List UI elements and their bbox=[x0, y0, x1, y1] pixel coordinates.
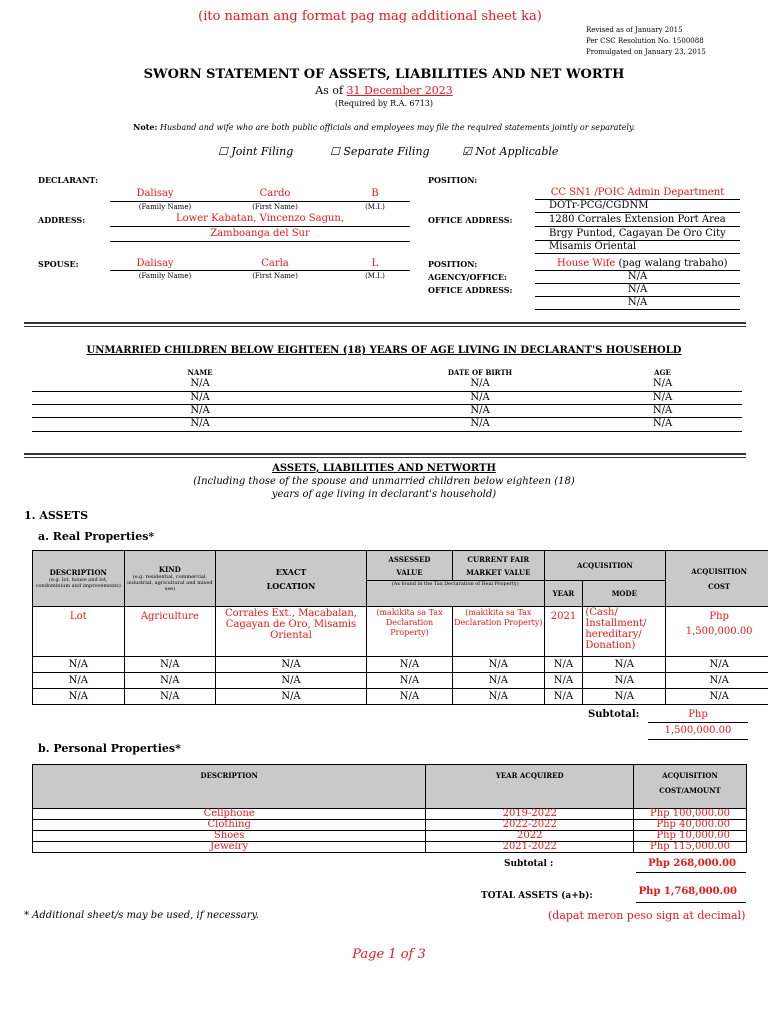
spouse-mi: L bbox=[371, 258, 379, 269]
children-col-name: NAME bbox=[187, 368, 213, 377]
as-of-label: As of bbox=[315, 84, 344, 97]
cell-cost bbox=[666, 607, 768, 657]
total-assets-amount: Php 1,768,000.00 bbox=[638, 886, 737, 897]
office-address-3: Misamis Oriental bbox=[549, 241, 637, 252]
personal-cost: Php 100,000.00 bbox=[634, 809, 747, 820]
table-cell: N/A bbox=[366, 657, 452, 673]
real-subtotal-currency: Php bbox=[688, 709, 708, 720]
table-row bbox=[33, 673, 768, 689]
header-personal-cost bbox=[634, 765, 747, 809]
table-cell: N/A bbox=[216, 657, 367, 673]
separate-filing-label: Separate Filing bbox=[343, 145, 430, 158]
mi-caption: (M.I.) bbox=[365, 272, 385, 280]
header-cost-line: ACQUISITION bbox=[691, 566, 748, 576]
position-label: POSITION: bbox=[428, 175, 478, 185]
mi-caption: (M.I.) bbox=[365, 203, 385, 211]
cell-mode: (Cash/ Installment/ hereditary/ Donation) bbox=[583, 607, 666, 657]
table-cell: N/A bbox=[33, 657, 125, 673]
not-applicable-label: Not Applicable bbox=[475, 145, 559, 158]
header-assessed-line: ASSESSED bbox=[388, 554, 431, 564]
section-real-properties: a. Real Properties* bbox=[38, 530, 155, 543]
checked-checkbox-icon[interactable]: ☑ bbox=[462, 145, 472, 158]
table-cell: N/A bbox=[216, 689, 367, 705]
table-cell: N/A bbox=[366, 689, 452, 705]
joint-filing-option[interactable] bbox=[218, 145, 293, 158]
as-of-date: 31 December 2023 bbox=[346, 84, 453, 97]
table-cell: N/A bbox=[544, 657, 583, 673]
header-location-line: LOCATION bbox=[266, 580, 316, 591]
personal-subtotal-label: Subtotal : bbox=[504, 859, 554, 869]
table-row bbox=[33, 809, 747, 820]
table-cell: N/A bbox=[33, 673, 125, 689]
table-row bbox=[33, 689, 768, 705]
table-cell: N/A bbox=[544, 689, 583, 705]
table-cell: N/A bbox=[124, 673, 216, 689]
table-cell: N/A bbox=[453, 673, 545, 689]
spouse-note bbox=[0, 122, 768, 132]
revision-line: Promulgated on January 23, 2015 bbox=[586, 48, 706, 56]
table-cell: N/A bbox=[666, 673, 768, 689]
header-kind bbox=[124, 551, 216, 607]
table-cell: N/A bbox=[583, 689, 666, 705]
cell-description: Lot bbox=[33, 607, 125, 657]
child-dob: N/A bbox=[470, 405, 490, 416]
table-cell: N/A bbox=[666, 657, 768, 673]
family-name-caption: (Family Name) bbox=[138, 203, 192, 211]
cost-amount: 1,500,000.00 bbox=[685, 626, 753, 637]
child-name: N/A bbox=[190, 392, 210, 403]
table-cell: N/A bbox=[453, 689, 545, 705]
table-row bbox=[33, 820, 747, 831]
spouse-agency: N/A bbox=[627, 271, 648, 282]
header-personal-description: DESCRIPTION bbox=[33, 765, 426, 809]
note-label: Note: bbox=[133, 122, 158, 132]
cell-location: Corrales Ext., Macabalan, Cagayan de Oro, Misamis Oriental bbox=[216, 607, 367, 657]
personal-year: 2021-2022 bbox=[426, 842, 634, 853]
real-properties-table bbox=[32, 550, 768, 705]
personal-year: 2022 bbox=[426, 831, 634, 842]
section-assets: 1. ASSETS bbox=[24, 509, 89, 522]
table-cell: N/A bbox=[366, 673, 452, 689]
first-name-caption: (First Name) bbox=[252, 272, 298, 280]
personal-subtotal-amount: Php 268,000.00 bbox=[648, 858, 736, 869]
family-name-caption: (Family Name) bbox=[138, 272, 192, 280]
spouse-position-label: POSITION: bbox=[428, 259, 478, 269]
table-cell: N/A bbox=[666, 689, 768, 705]
header-acquisition: ACQUISITION bbox=[544, 551, 666, 581]
separate-filing-option[interactable] bbox=[330, 145, 430, 158]
checkbox-icon[interactable]: ☐ bbox=[218, 145, 228, 158]
peso-sign-note: (dapat meron peso sign at decimal) bbox=[548, 909, 746, 922]
required-by: (Required by R.A. 6713) bbox=[334, 99, 434, 108]
header-fair-line: CURRENT FAIR bbox=[467, 554, 530, 564]
section-divider bbox=[24, 322, 746, 327]
child-age: N/A bbox=[652, 418, 673, 429]
assets-subheading-1: (Including those of the spouse and unmarried children below eighteen (18) bbox=[193, 476, 575, 487]
revision-line: Per CSC Resolution No. 1500088 bbox=[586, 37, 704, 45]
spouse-position bbox=[557, 258, 728, 269]
table-row bbox=[33, 607, 768, 657]
table-row bbox=[33, 842, 747, 853]
as-of-line bbox=[0, 84, 768, 97]
child-dob: N/A bbox=[470, 392, 490, 403]
personal-cost: Php 40,000.00 bbox=[634, 820, 747, 831]
table-cell: N/A bbox=[216, 673, 367, 689]
personal-properties-table bbox=[32, 764, 747, 853]
personal-description: Cellphone bbox=[33, 809, 426, 820]
declarant-first-name: Cardo bbox=[259, 188, 291, 199]
address-line-1: Lower Kabatan, Vincenzo Sagun, bbox=[175, 213, 345, 224]
child-dob: N/A bbox=[470, 418, 490, 429]
total-assets-label: TOTAL ASSETS (a+b): bbox=[481, 891, 593, 901]
child-name: N/A bbox=[190, 378, 210, 389]
child-dob: N/A bbox=[470, 378, 490, 389]
declarant-family-name: Dalisay bbox=[136, 188, 174, 199]
personal-cost: Php 10,000.00 bbox=[634, 831, 747, 842]
header-cost-line: COST bbox=[708, 581, 731, 591]
header-fair-value bbox=[453, 551, 545, 581]
child-name: N/A bbox=[190, 418, 210, 429]
cell-year: 2021 bbox=[544, 607, 583, 657]
child-age: N/A bbox=[652, 378, 673, 389]
section-personal-properties: b. Personal Properties* bbox=[38, 742, 181, 755]
cost-currency: Php bbox=[709, 611, 729, 622]
header-fair-line: MARKET VALUE bbox=[466, 567, 531, 577]
header-assessed-value bbox=[366, 551, 452, 581]
spouse-position-value: House Wife bbox=[557, 258, 616, 269]
section-divider bbox=[24, 453, 746, 458]
address-line-2: Zamboanga del Sur bbox=[210, 228, 310, 239]
header-description-note: (e.g. lot, house and lot, condominium and improvements) bbox=[35, 577, 121, 589]
header-year-acquired: YEAR ACQUIRED bbox=[426, 765, 634, 809]
spouse-first-name: Carla bbox=[261, 258, 289, 269]
header-acquisition-cost bbox=[666, 551, 768, 607]
page-number: Page 1 of 3 bbox=[352, 947, 426, 962]
table-cell: N/A bbox=[453, 657, 545, 673]
revision-line: Revised as of January 2015 bbox=[586, 26, 683, 34]
spouse-position-note: (pag walang trabaho) bbox=[618, 258, 728, 269]
personal-year: 2022-2022 bbox=[426, 820, 634, 831]
revision-info bbox=[586, 25, 706, 58]
spouse-family-name: Dalisay bbox=[136, 258, 174, 269]
spouse-office-address-2: N/A bbox=[627, 297, 648, 308]
office-address-2: Brgy Puntod, Cagayan De Oro City bbox=[549, 228, 726, 239]
table-row bbox=[33, 831, 747, 842]
personal-cost: Php 115,000.00 bbox=[634, 842, 747, 853]
header-description-label: DESCRIPTION bbox=[49, 568, 107, 577]
cell-assessed: (makikita sa Tax Declaration Property) bbox=[366, 607, 452, 657]
personal-description: Clothing bbox=[33, 820, 426, 831]
personal-description: Jewelry bbox=[33, 842, 426, 853]
header-year: YEAR bbox=[544, 581, 583, 607]
table-cell: N/A bbox=[583, 673, 666, 689]
table-row bbox=[33, 657, 768, 673]
page-title: SWORN STATEMENT OF ASSETS, LIABILITIES AND NET WORTH bbox=[143, 67, 625, 82]
header-location bbox=[216, 551, 367, 607]
table-cell: N/A bbox=[33, 689, 125, 705]
assets-subheading-2: years of age living in declarant's household) bbox=[271, 489, 497, 500]
additional-sheet-footnote: * Additional sheet/s may be used, if necessary. bbox=[24, 910, 260, 921]
first-name-caption: (First Name) bbox=[252, 203, 298, 211]
header-personal-cost-line: ACQUISITION bbox=[662, 771, 718, 780]
declarant-label: DECLARANT: bbox=[38, 175, 99, 185]
real-subtotal-label: Subtotal: bbox=[588, 709, 640, 720]
note-text: Husband and wife who are both public officials and employees may file the required statements jointly or separately. bbox=[159, 123, 635, 132]
agency-office-label: AGENCY/OFFICE: bbox=[428, 272, 507, 282]
personal-description: Shoes bbox=[33, 831, 426, 842]
header-description bbox=[33, 551, 125, 607]
header-location-line: EXACT bbox=[275, 566, 307, 577]
children-col-dob: DATE OF BIRTH bbox=[447, 368, 513, 377]
child-age: N/A bbox=[652, 405, 673, 416]
office-address-label: OFFICE ADDRESS: bbox=[428, 215, 513, 225]
spouse-office-address-1: N/A bbox=[627, 284, 648, 295]
children-heading: UNMARRIED CHILDREN BELOW EIGHTEEN (18) YEARS OF AGE LIVING IN DECLARANT'S HOUSEHOLD bbox=[86, 345, 682, 356]
header-kind-note: (e.g. residential, commercial, industrial, agricultural and mixed use) bbox=[127, 574, 213, 592]
child-name: N/A bbox=[190, 405, 210, 416]
instruction-note: (ito naman ang format pag mag additional sheet ka) bbox=[198, 9, 542, 24]
table-cell: N/A bbox=[544, 673, 583, 689]
not-applicable-option[interactable] bbox=[462, 145, 558, 158]
header-assessed-line: VALUE bbox=[396, 567, 423, 577]
table-cell: N/A bbox=[124, 657, 216, 673]
children-col-age: AGE bbox=[654, 368, 671, 377]
joint-filing-label: Joint Filing bbox=[231, 145, 294, 158]
table-cell: N/A bbox=[583, 657, 666, 673]
declarant-agency: DOTr-PCG/CGDNM bbox=[549, 200, 649, 211]
real-subtotal-amount: 1,500,000.00 bbox=[664, 725, 732, 736]
checkbox-icon[interactable]: ☐ bbox=[330, 145, 340, 158]
header-mode: MODE bbox=[583, 581, 666, 607]
personal-year: 2019-2022 bbox=[426, 809, 634, 820]
declarant-position: CC SN1 /POIC Admin Department bbox=[550, 187, 725, 198]
header-value-note: (As found in the Tax Declaration of Real Property) bbox=[366, 581, 544, 607]
spouse-office-address-label: OFFICE ADDRESS: bbox=[428, 285, 513, 295]
table-cell: N/A bbox=[124, 689, 216, 705]
child-age: N/A bbox=[652, 392, 673, 403]
header-kind-label: KIND bbox=[158, 565, 181, 574]
spouse-label: SPOUSE: bbox=[38, 259, 79, 269]
declarant-mi: B bbox=[371, 188, 379, 199]
header-personal-cost-line: COST/AMOUNT bbox=[659, 786, 721, 795]
address-label: ADDRESS: bbox=[38, 215, 86, 225]
assets-heading: ASSETS, LIABILITIES AND NETWORTH bbox=[272, 463, 496, 474]
cell-fair: (makikita sa Tax Declaration Property) bbox=[453, 607, 545, 657]
cell-kind: Agriculture bbox=[124, 607, 216, 657]
office-address-1: 1280 Corrales Extension Port Area bbox=[549, 214, 726, 225]
